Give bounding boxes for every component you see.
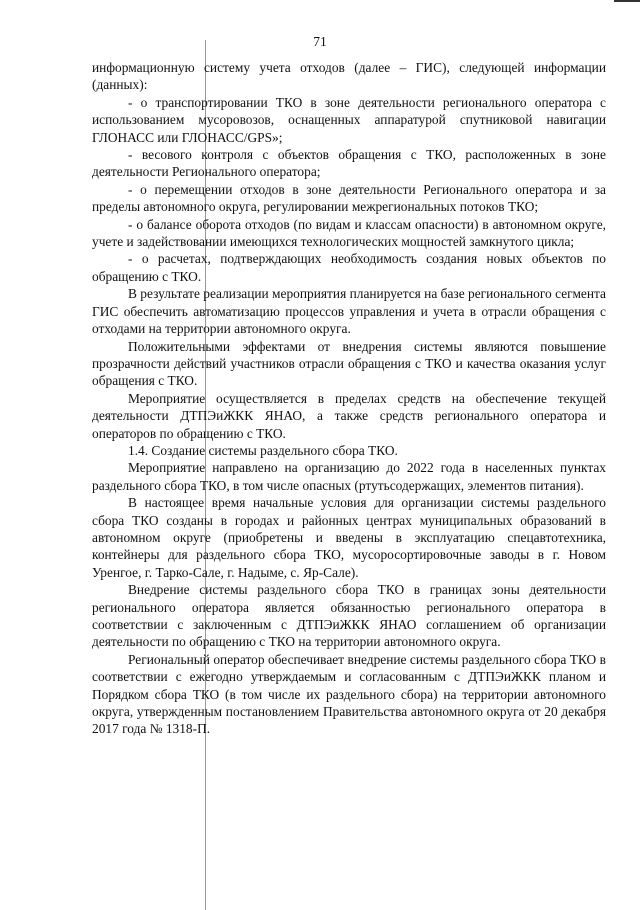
paragraph-transport: - о транспортировании ТКО в зоне деятельности регионального оператора с использованием мусоровозов, оснащенных аппаратурой спутниковой навигации ГЛОНАСС или ГЛОНАСС/GPS»; (92, 94, 606, 145)
section-heading-1-4: 1.4. Создание системы раздельного сбора ТКО. (128, 442, 398, 458)
page-number: 71 (313, 34, 327, 49)
paragraph-regional-operator: Региональный оператор обеспечивает внедрение системы раздельного сбора ТКО в соответствии с ежегодно утверждаемым и согласованным с ДТПЭиЖКК планом и Порядком сбора ТКО (в том числе их раздельного сбора) на территории автономного округа, утвержденным постановлением Правительства автономного округа от 20 декабря 2017 года № 1318-П. (92, 651, 606, 737)
paragraph-result: В результате реализации мероприятия планируется на базе регионального сегмента ГИС обеспечить автоматизацию процессов управления и учета в отрасли обращения с отходами на территории автономного округа. (92, 286, 606, 337)
paragraph-funding: Мероприятие осуществляется в пределах средств на обеспечение текущей деятельности ДТПЭиЖКК ЯНАО, а также средств регионального оператора и операторов по обращению с ТКО. (92, 390, 606, 441)
paragraph-calculations: - о расчетах, подтверждающих необходимость создания новых объектов по обращению с ТКО. (92, 251, 606, 284)
document-body (92, 59, 606, 738)
paragraph-waste-movement: - о перемещении отходов в зоне деятельности Регионального оператора и за пределы автономного округа, регулировании межрегиональных потоков ТКО; (92, 181, 606, 215)
paragraph-waste-balance: - о балансе оборота отходов (по видам и классам опасности) в автономном округе, учете и задействовании имеющихся технологических мощностей замкнутого цикла; (92, 216, 606, 250)
paragraph-aim: Мероприятие направлено на организацию до 2022 года в населенных пунктах раздельного сбора ТКО, в том числе опасных (ртутьсодержащих, элементов питания). (92, 460, 606, 493)
paragraph-current-conditions: В настоящее время начальные условия для организации системы раздельного сбора ТКО созданы в городах и районных центрах муниципальных образований в автономном округе (приобретены и введены в эксплуатацию спецавтотехника, контейнеры для раздельного сбора ТКО, мусоросортировочные заводы в г. Новом Уренгое, г. Тарко-Сале, г. Надыме, с. Яр-Сале). (92, 495, 606, 580)
scan-corner-mark (614, 0, 640, 2)
paragraph-obligation: Внедрение системы раздельного сбора ТКО в границах зоны деятельности регионального оператора является обязанностью регионального оператора в соответствии с заключенным с ДТПЭиЖКК ЯНАО соглашением об организации деятельности по обращению с ТКО на территории автономного округа. (92, 582, 606, 650)
paragraph-effects: Положительными эффектами от внедрения системы являются повышение прозрачности действий участников отрасли обращения с ТКО и качества оказания услуг обращения с ТКО. (92, 338, 606, 389)
paragraph-gis-intro: информационную систему учета отходов (далее – ГИС), следующей информации (данных): (92, 60, 606, 93)
paragraph-weight-control: - весового контроля с объектов обращения с ТКО, расположенных в зоне деятельности Регионального оператора; (92, 147, 606, 180)
